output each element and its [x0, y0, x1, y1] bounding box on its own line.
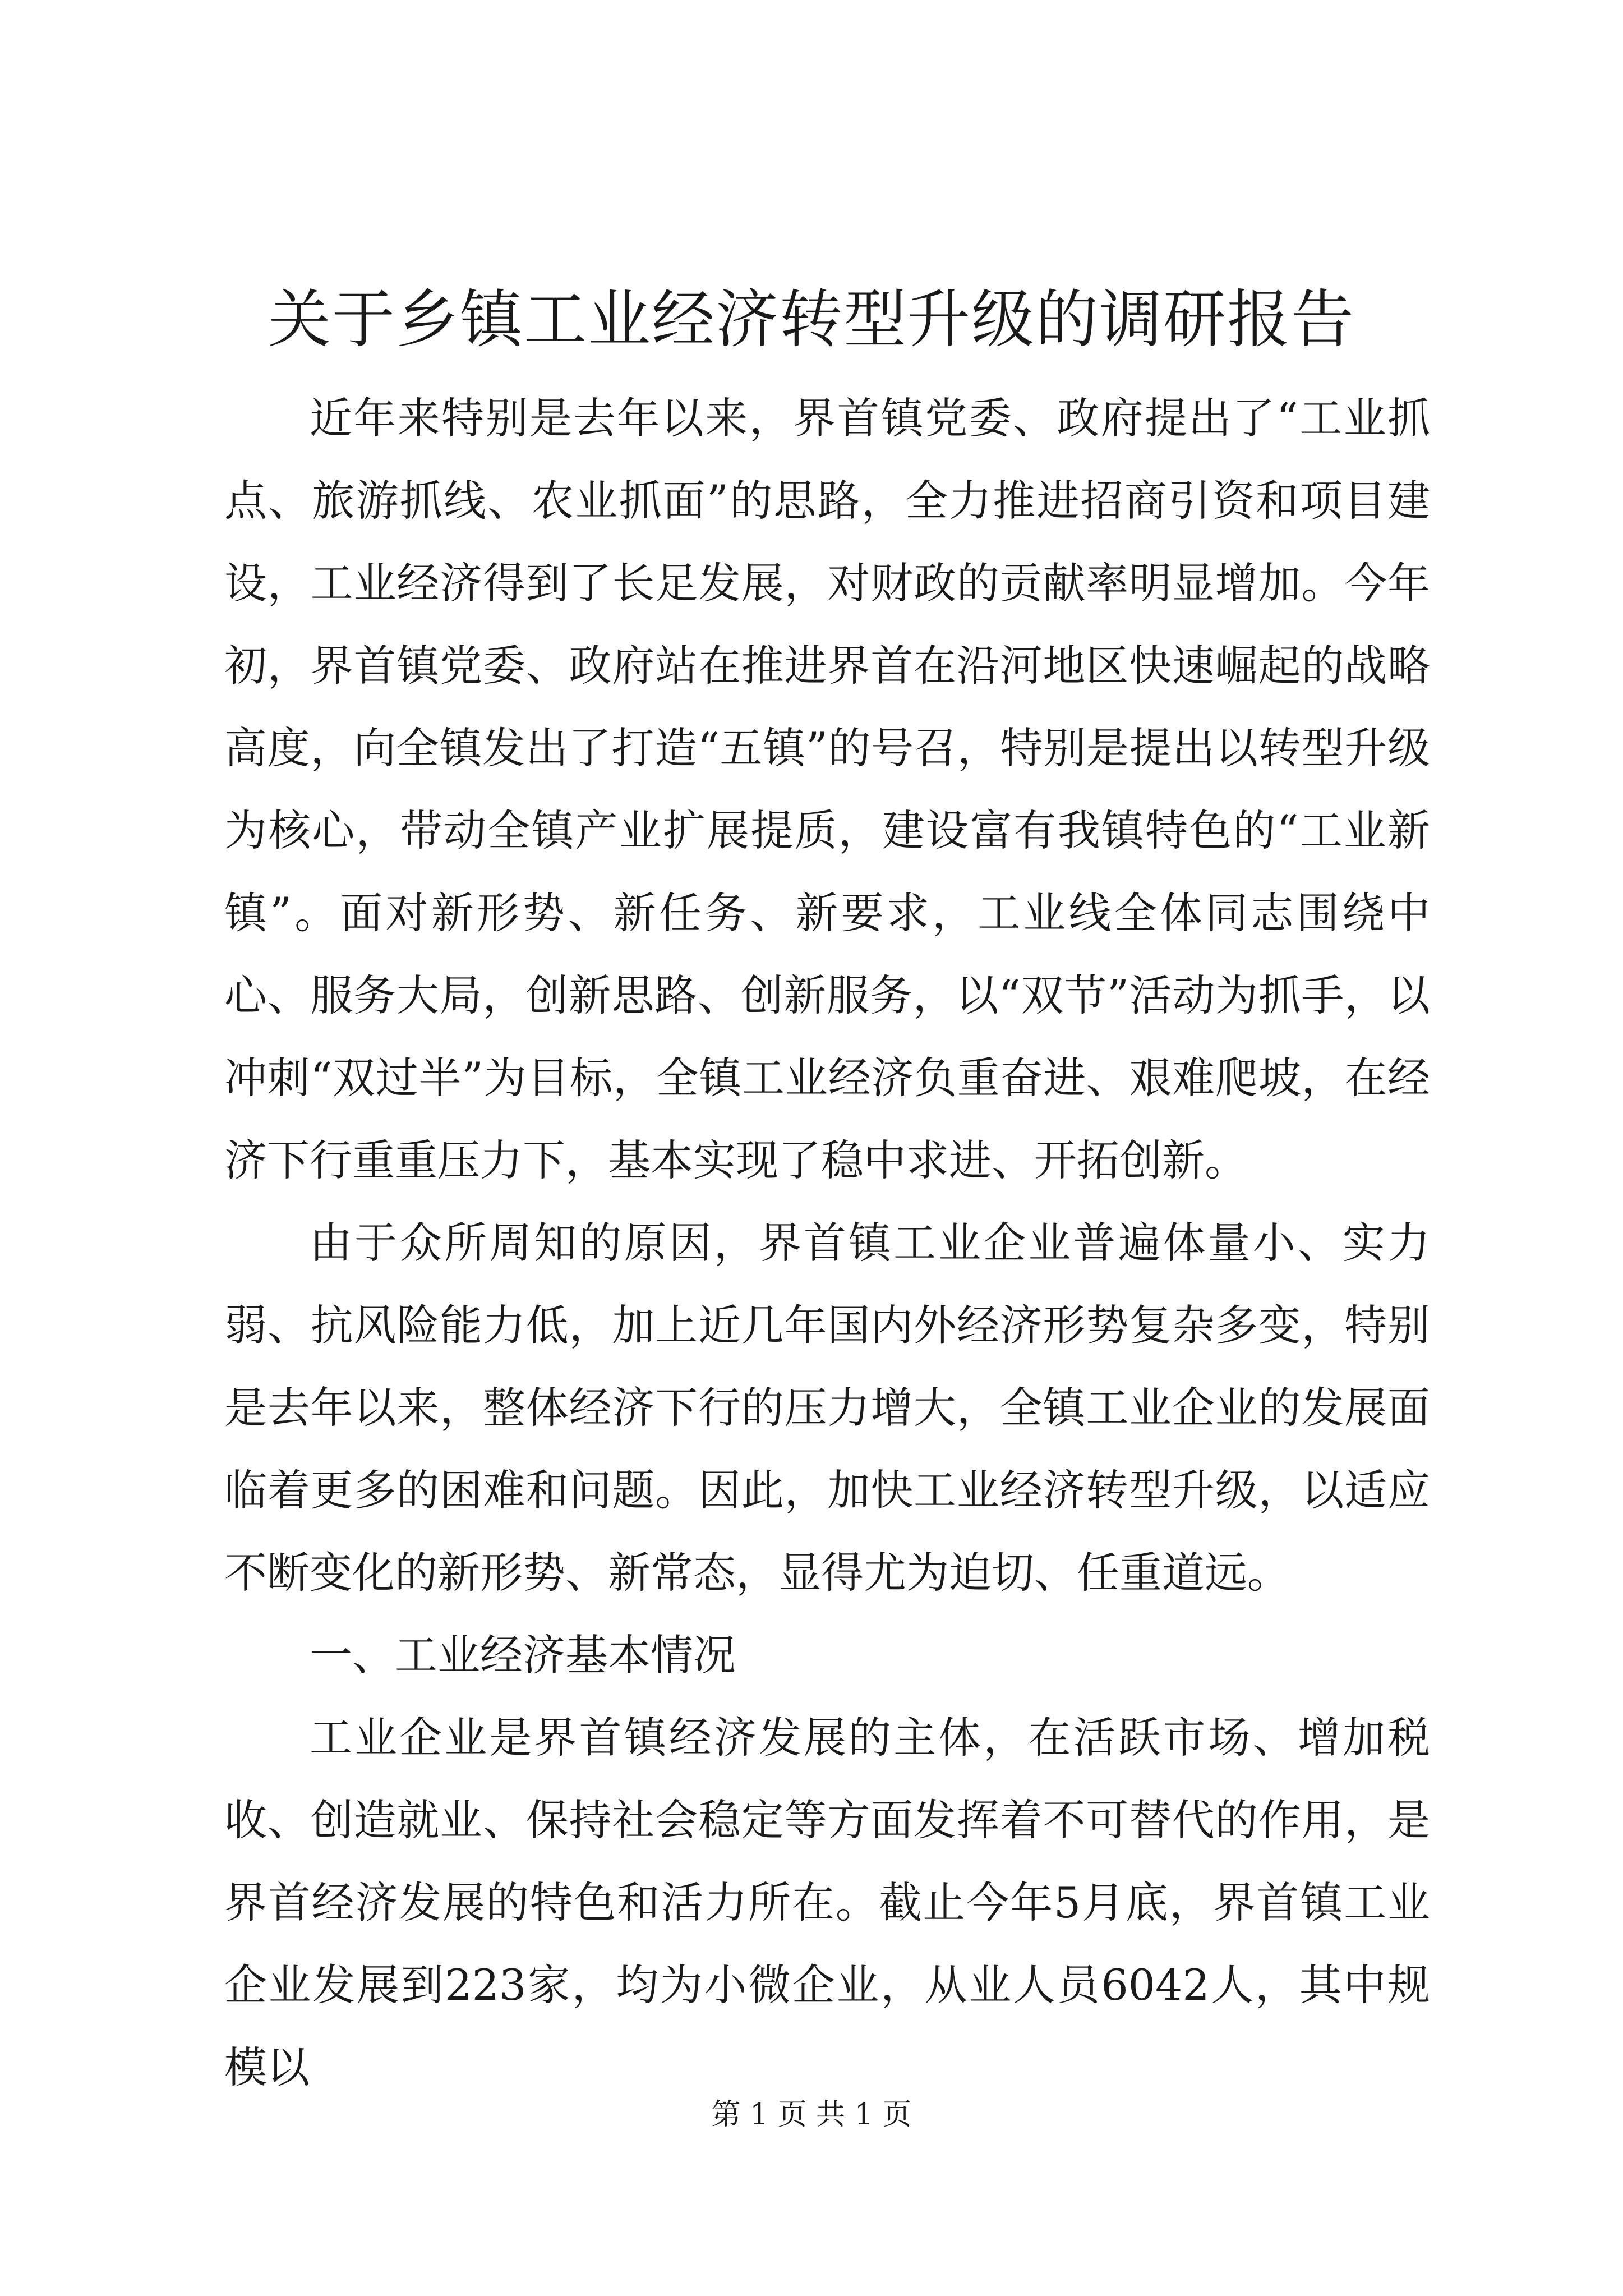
body-paragraph-1: 近年来特别是去年以来，界首镇党委、政府提出了“工业抓点、旅游抓线、农业抓面”的思路，全力推进招商引资和项目建设，工业经济得到了长足发展，对财政的贡献率明显增加。今年初，界首镇党委、政府站在推进界首在沿河地区快速崛起的战略高度，向全镇发出了打造“五镇”的号召，特别是提出以转型升级为核心，带动全镇产业扩展提质，建设富有我镇特色的“工业新镇”。面对新形势、新任务、新要求，工业线全体同志围绕中心、服务大局，创新思路、创新服务，以“双节”活动为抓手，以冲刺“双过半”为目标，全镇工业经济负重奋进、艰难爬坡，在经济下行重重压力下，基本实现了稳中求进、开拓创新。: [224, 393, 1430, 1185]
page-footer: 第 1 页 共 1 页: [711, 2098, 912, 2132]
section-heading: 一、工业经济基本情况: [310, 1630, 736, 1680]
body-paragraph-3: 工业企业是界首镇经济发展的主体，在活跃市场、增加税收、创造就业、保持社会稳定等方面发挥着不可替代的作用，是界首经济发展的特色和活力所在。截止今年5月底，界首镇工业企业发展到223家，均为小微企业，从业人员6042人，其中规模以: [224, 1713, 1430, 2092]
document-title: 关于乡镇工业经济转型升级的调研报告: [268, 283, 1355, 356]
document-body: [224, 377, 1430, 2109]
body-paragraph-2: 由于众所周知的原因，界首镇工业企业普遍体量小、实力弱、抗风险能力低，加上近几年国内外经济形势复杂多变，特别是去年以来，整体经济下行的压力增大，全镇工业企业的发展面临着更多的困难和问题。因此，加快工业经济转型升级，以适应不断变化的新形势、新常态，显得尤为迫切、任重道远。: [224, 1218, 1430, 1598]
